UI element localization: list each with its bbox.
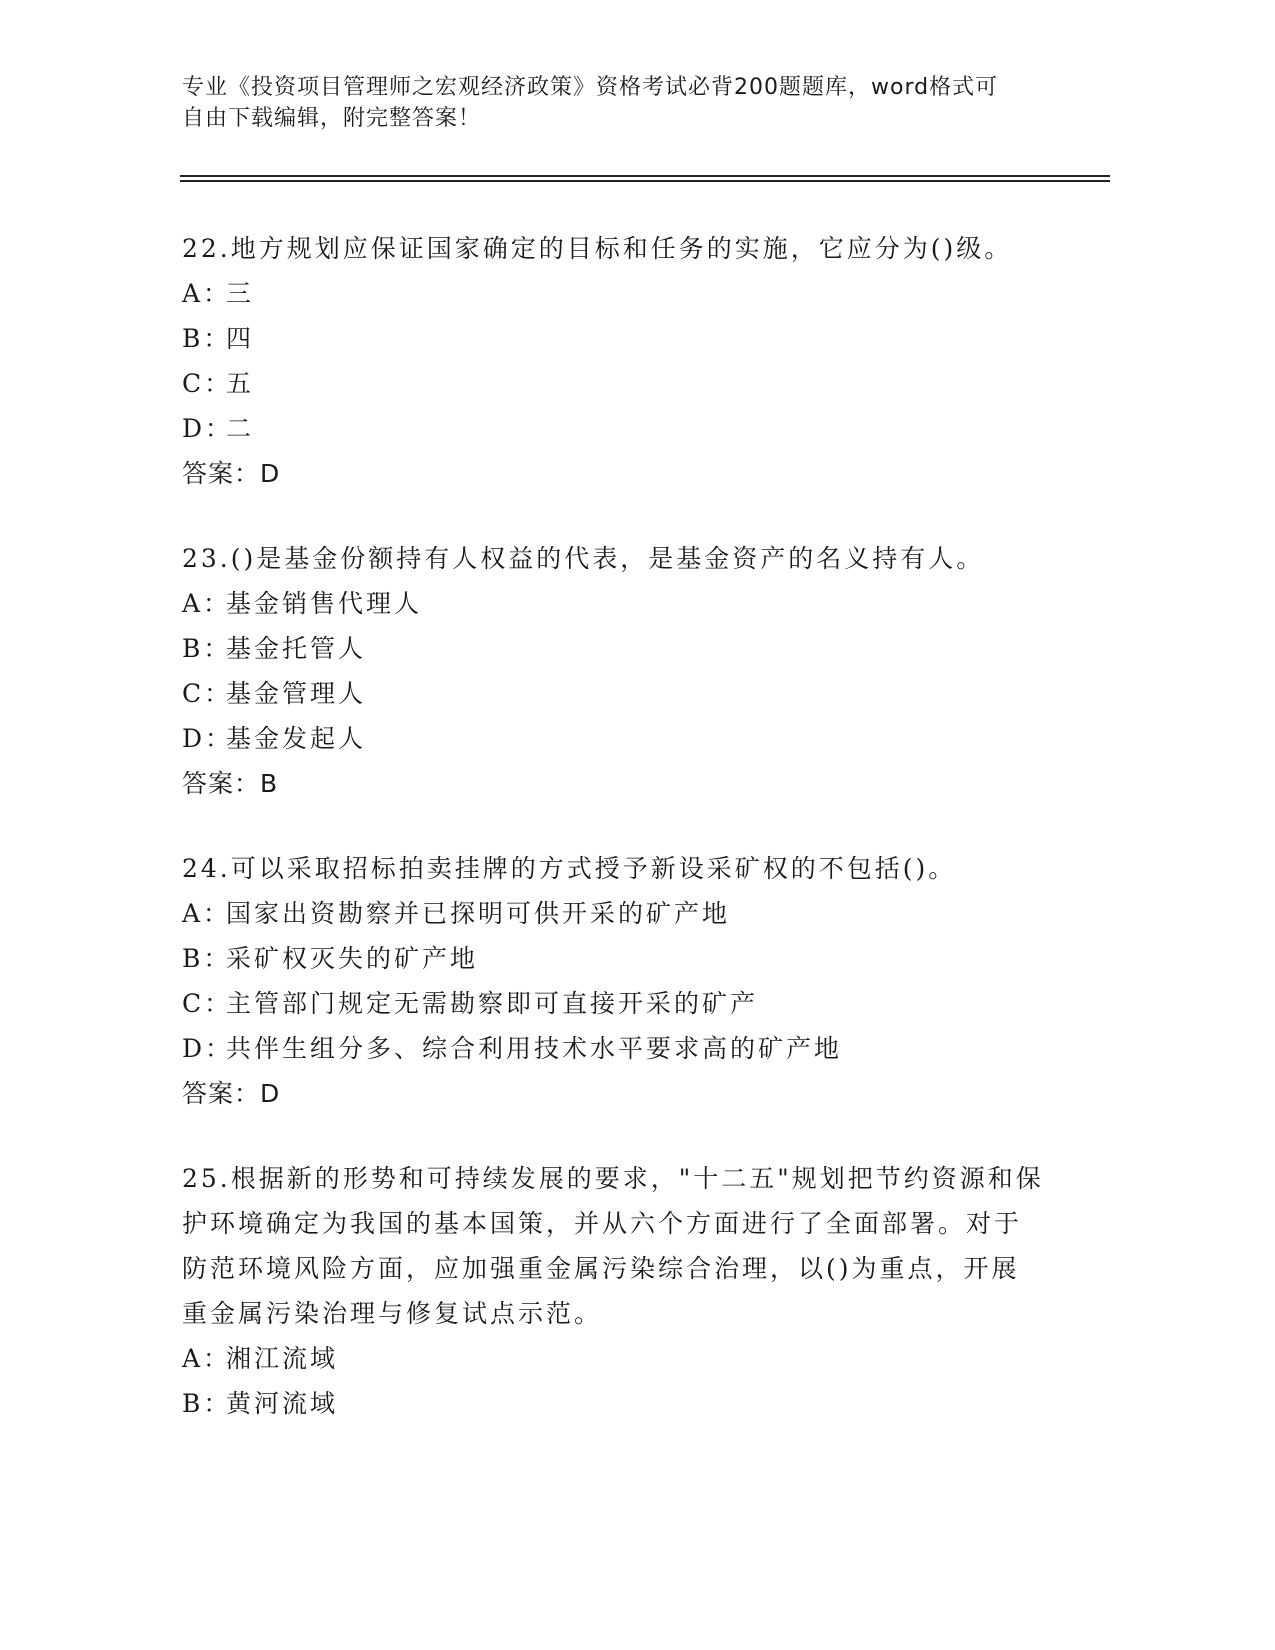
option-text: 国家出资勘察并已探明可供开采的矿产地 [226, 899, 731, 928]
option-text: 基金发起人 [226, 724, 367, 753]
question-text-line: 防范环境风险方面，应加强重金属污染综合治理，以()为重点，开展 [182, 1254, 1020, 1283]
option-c [182, 361, 1062, 406]
option-text: 四 [226, 324, 255, 353]
option-a [182, 891, 1062, 936]
option-letter: D： [182, 414, 234, 443]
option-text: 主管部门规定无需勘察即可直接开采的矿产 [226, 989, 759, 1018]
question-list [182, 226, 1062, 1466]
option-letter: D： [182, 724, 234, 753]
option-letter: C： [182, 369, 233, 398]
option-letter: B： [182, 944, 232, 973]
option-text: 二 [226, 414, 255, 443]
question-23 [182, 536, 1062, 806]
question-text: 22.地方规划应保证国家确定的目标和任务的实施，它应分为()级。 [182, 234, 1013, 263]
option-c [182, 671, 1062, 716]
answer-line: 答案：D [182, 1079, 281, 1108]
header-divider-top [180, 175, 1110, 177]
option-text: 三 [226, 279, 255, 308]
question-text: 24.可以采取招标拍卖挂牌的方式授予新设采矿权的不包括()。 [182, 854, 957, 883]
option-a [182, 271, 1062, 316]
question-24 [182, 846, 1062, 1116]
option-text: 共伴生组分多、综合利用技术水平要求高的矿产地 [226, 1034, 843, 1063]
header-line-1: 专业《投资项目管理师之宏观经济政策》资格考试必背200题题库，word格式可 [182, 75, 999, 100]
option-b [182, 936, 1062, 981]
option-letter: B： [182, 324, 232, 353]
option-d [182, 716, 1062, 761]
option-letter: A： [182, 279, 232, 308]
answer-line: 答案：D [182, 459, 281, 488]
option-letter: D： [182, 1034, 234, 1063]
option-d [182, 1026, 1062, 1071]
option-text: 基金销售代理人 [226, 589, 423, 618]
option-letter: A： [182, 589, 232, 618]
question-25 [182, 1156, 1062, 1426]
document-header [182, 72, 1042, 134]
option-text: 基金管理人 [226, 679, 367, 708]
question-text-line: 重金属污染治理与修复试点示范。 [182, 1299, 603, 1328]
option-text: 五 [226, 369, 255, 398]
option-letter: C： [182, 989, 233, 1018]
header-divider-bottom [180, 180, 1110, 182]
question-text: 23.()是基金份额持有人权益的代表，是基金资产的名义持有人。 [182, 544, 985, 573]
option-text: 黄河流域 [226, 1389, 339, 1418]
option-text: 采矿权灭失的矿产地 [226, 944, 479, 973]
answer-line: 答案：B [182, 769, 279, 798]
question-text-line: 护环境确定为我国的基本国策，并从六个方面进行了全面部署。对于 [182, 1209, 1023, 1238]
question-22 [182, 226, 1062, 496]
option-letter: A： [182, 899, 232, 928]
header-line-2: 自由下载编辑，附完整答案！ [182, 106, 482, 131]
option-letter: B： [182, 1389, 232, 1418]
question-text-line: 25.根据新的形势和可持续发展的要求，"十二五"规划把节约资源和保 [182, 1164, 1044, 1193]
option-text: 湘江流域 [226, 1344, 339, 1373]
option-b [182, 626, 1062, 671]
option-b [182, 1381, 1062, 1426]
option-text: 基金托管人 [226, 634, 367, 663]
option-letter: A： [182, 1344, 232, 1373]
option-letter: B： [182, 634, 232, 663]
option-c [182, 981, 1062, 1026]
option-a [182, 1336, 1062, 1381]
option-a [182, 581, 1062, 626]
option-d [182, 406, 1062, 451]
option-letter: C： [182, 679, 233, 708]
option-b [182, 316, 1062, 361]
